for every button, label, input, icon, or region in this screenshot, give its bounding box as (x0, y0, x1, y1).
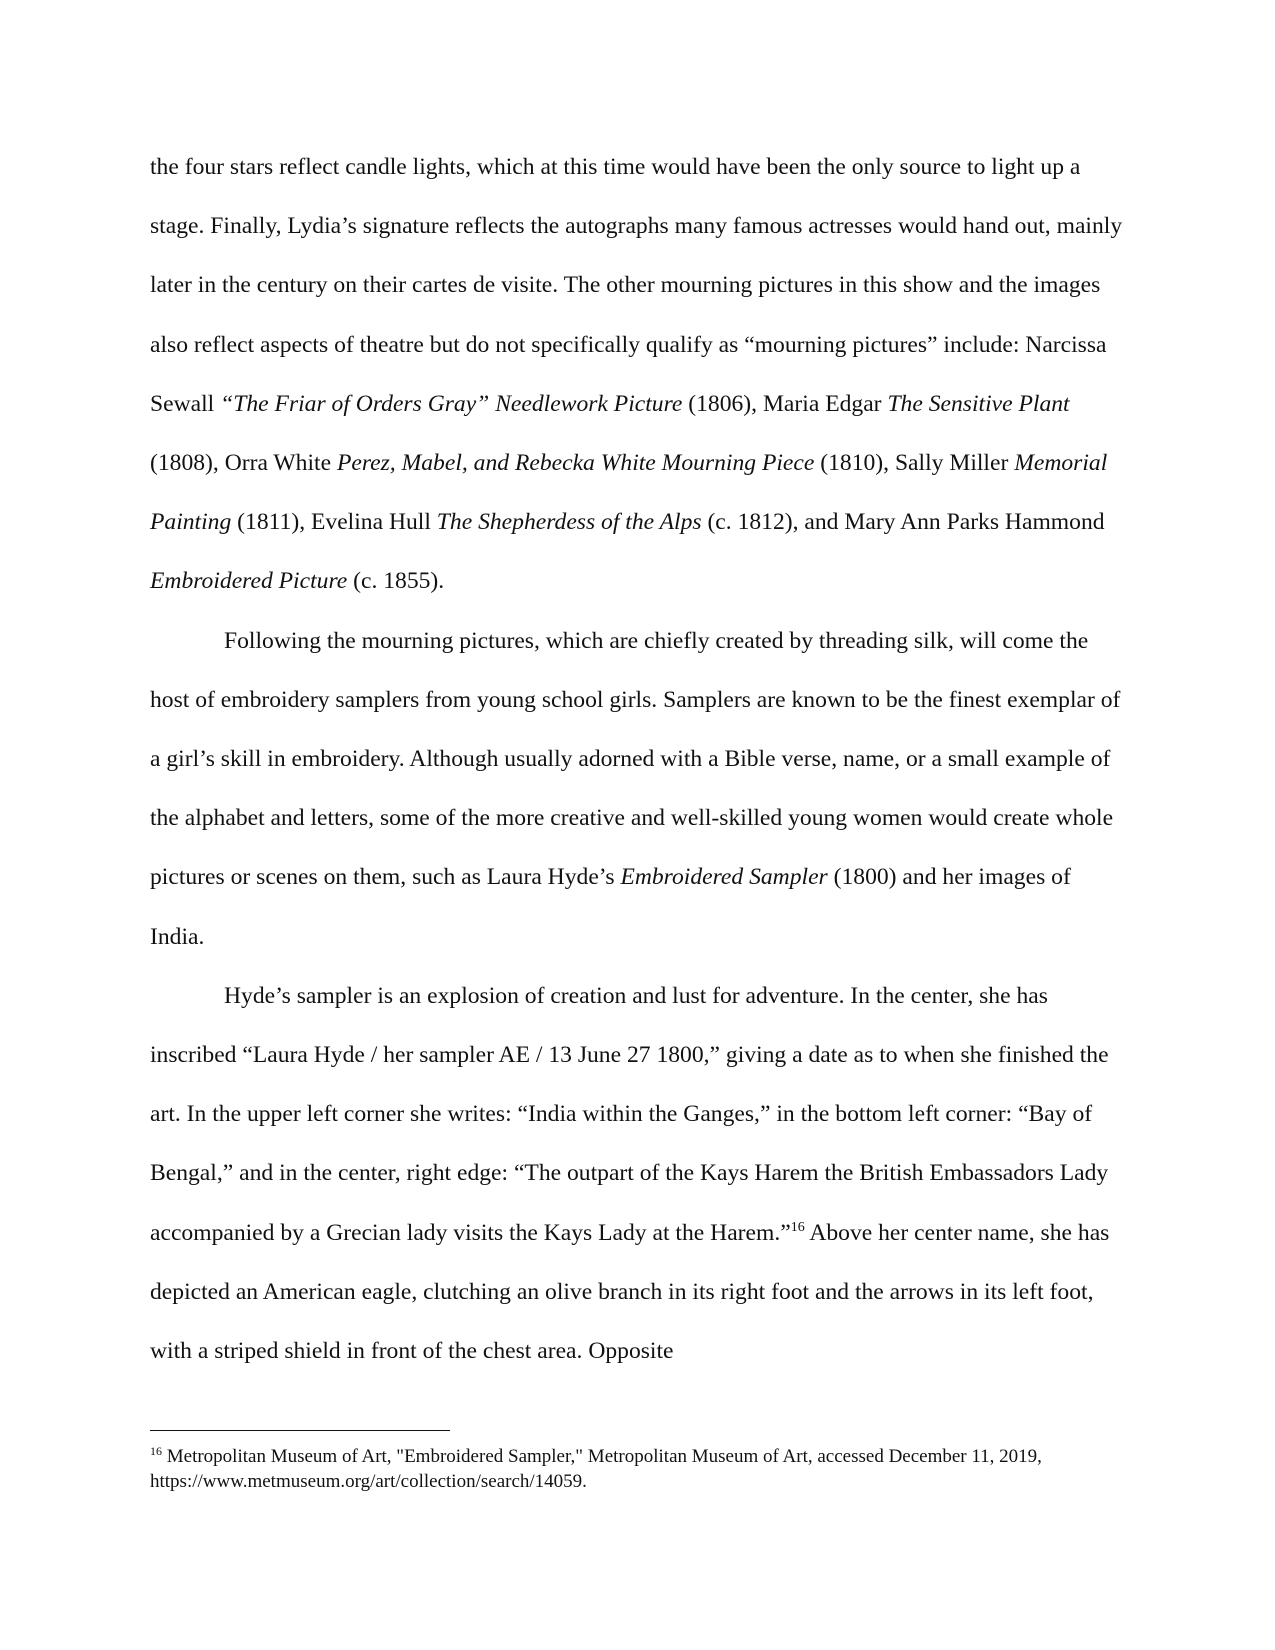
footnote-separator (150, 1430, 450, 1431)
footnote (150, 1444, 1140, 1494)
text-run: Following the mourning pictures, which are chiefly created by threading silk, will come the host of embroidery samplers from young school girls. Samplers are known to be the finest exemplar of a girl’s skill in embroidery. Although usually adorned with a Bible verse, name, or a small example of the alphabet and letters, some of the more creative and well-skilled young women would create whole pictures or scenes on them, such as Laura Hyde’s (150, 627, 1121, 891)
text-run: Hyde’s sampler is an explosion of creation and lust for adventure. In the center, she has inscribed “Laura Hyde / her sampler AE / 13 June 27 1800,” giving a date as to when she finished the art. In the upper left corner she writes: “India within the Ganges,” in the bottom left corner: “Bay of Bengal,” and in the center, right edge: “The outpart of the Kays Harem the British Embassadors Lady accompanied by a Grecian lady visits the Kays Lady at the Harem.” (150, 982, 1109, 1246)
paragraph-3 (150, 967, 1130, 1381)
text-run: (1810), Sally Miller (814, 450, 1015, 477)
body-text (150, 138, 1130, 1381)
artwork-title: Embroidered Sampler (620, 864, 828, 891)
artwork-title: Memorial Painting (150, 450, 1108, 536)
artwork-title: The Shepherdess of the Alps (436, 509, 702, 536)
text-run: Above her center name, she has depicted an American eagle, clutching an olive branch in its right foot and the arrows in its left foot, with a striped shield in front of the chest area. Opposite (150, 1219, 1110, 1365)
text-run: (1806), Maria Edgar (682, 390, 888, 417)
paragraph-2 (150, 612, 1130, 967)
paragraph-1 (150, 138, 1130, 612)
text-run: the four stars reflect candle lights, which at this time would have been the only source to light up a stage. Finally, Lydia’s signature reflects the autographs many famous actresses would hand out, mainly later in the century on their cartes de visite. The other mourning pictures in this show and the images also reflect aspects of theatre but do not specifically qualify as “mourning pictures” include: Narcissa Sewall (150, 154, 1123, 417)
text-run: (c. 1855). (347, 568, 445, 595)
artwork-title: “The Friar of Orders Gray” Needlework Picture (220, 390, 683, 417)
footnote-text: Metropolitan Museum of Art, "Embroidered Sampler," Metropolitan Museum of Art, accessed December 11, 2019, https://www.metmuseum.org/art/collection/search/14059. (150, 1446, 1042, 1492)
artwork-title: Embroidered Picture (150, 568, 348, 595)
artwork-title: The Sensitive Plant (887, 390, 1070, 417)
footnote-reference: 16 (790, 1219, 805, 1235)
artwork-title: Perez, Mabel, and Rebecka White Mourning Piece (336, 450, 815, 477)
text-run: (1808), Orra White (150, 450, 337, 477)
footnote-number: 16 (150, 1444, 162, 1458)
text-run: (1800) and her images of India. (150, 864, 1071, 950)
text-run: (c. 1812), and Mary Ann Parks Hammond (701, 509, 1105, 536)
text-run: (1811), Evelina Hull (231, 509, 437, 536)
